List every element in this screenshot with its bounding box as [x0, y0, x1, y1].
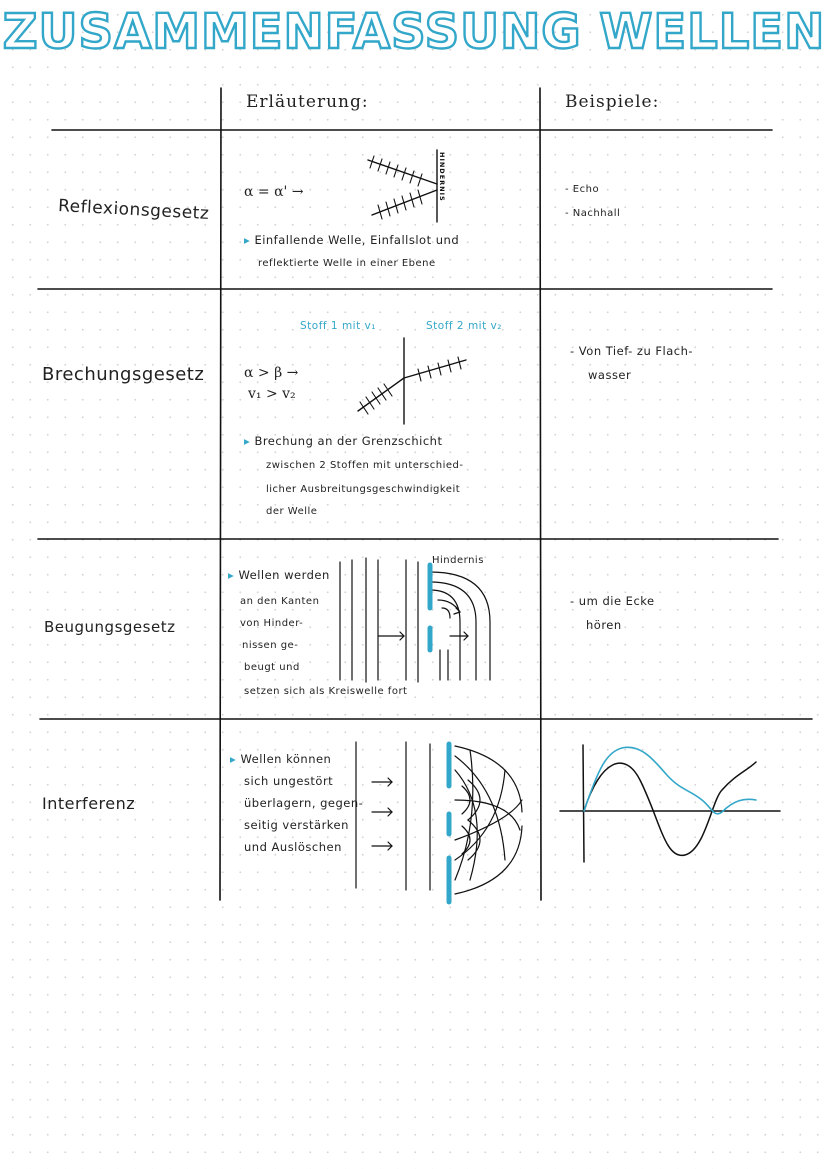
header-explanation: Erläuterung: — [246, 92, 369, 112]
bullet-triangle-icon: ▸ — [244, 434, 255, 448]
interferenz-text-line-4: seitig verstärken — [244, 818, 349, 832]
reflexion-example-2: - Nachhall — [565, 208, 621, 219]
row-label-interferenz: Interferenz — [42, 794, 136, 813]
row-label-beugung: Beugungsgesetz — [44, 618, 176, 636]
brechung-formula-1: α > β → — [244, 365, 299, 381]
row-label-reflexion: Reflexionsgesetz — [57, 196, 210, 224]
interferenz-text-line-5: und Auslöschen — [244, 840, 342, 854]
interferenz-text-line-2: sich ungestört — [244, 774, 334, 788]
reflexion-formula: α = α' → — [244, 184, 304, 200]
brechung-text-line-4: der Welle — [266, 506, 318, 517]
beugung-text-line-3: von Hinder- — [240, 618, 304, 629]
reflexion-text-line-1: ▸ Einfallende Welle, Einfallslot und — [244, 233, 460, 247]
brechung-example-2: wasser — [588, 368, 632, 382]
interference-wave-1 — [584, 762, 756, 855]
interference-axis-y — [583, 745, 584, 862]
brechung-medium-2: Stoff 2 mit v₂ — [426, 320, 502, 332]
bullet-triangle-icon: ▸ — [230, 752, 241, 766]
beugung-text-line-6: setzen sich als Kreiswelle fort — [244, 686, 408, 697]
brechung-text-line-3: licher Ausbreitungsgeschwindigkeit — [266, 484, 461, 495]
interference-wave-2 — [584, 747, 756, 814]
page-title: ZUSAMMENFASSUNG WELLEN — [2, 4, 826, 60]
beugung-example-2: hören — [586, 618, 622, 632]
brechung-medium-1: Stoff 1 mit v₁ — [300, 320, 376, 332]
reflexion-text-line-2: reflektierte Welle in einer Ebene — [258, 258, 436, 269]
beugung-text-line-1: ▸ Wellen werden — [228, 568, 330, 582]
bullet-triangle-icon: ▸ — [244, 233, 255, 247]
beugung-obstacle-label: Hindernis — [432, 555, 484, 566]
beugung-text-line-5: beugt und — [244, 662, 300, 673]
reflexion-obstacle-label: HINDERNIS — [438, 152, 446, 202]
beugung-example-1: - um die Ecke — [570, 594, 655, 608]
brechung-text-line-2: zwischen 2 Stoffen mit unterschied- — [266, 460, 464, 471]
reflexion-example-1: - Echo — [565, 184, 600, 195]
interferenz-text-line-1: ▸ Wellen können — [230, 752, 332, 766]
brechung-text-line-1: ▸ Brechung an der Grenzschicht — [244, 434, 443, 448]
brechung-example-1: - Von Tief- zu Flach- — [570, 344, 694, 358]
row-label-brechung: Brechungsgesetz — [42, 364, 205, 385]
bullet-triangle-icon: ▸ — [228, 568, 239, 582]
header-examples: Beispiele: — [565, 92, 660, 112]
beugung-text-line-4: nissen ge- — [242, 640, 299, 651]
brechung-formula-2: v₁ > v₂ — [248, 386, 296, 402]
interferenz-text-line-3: überlagern, gegen- — [244, 796, 364, 810]
beugung-text-line-2: an den Kanten — [240, 596, 320, 607]
